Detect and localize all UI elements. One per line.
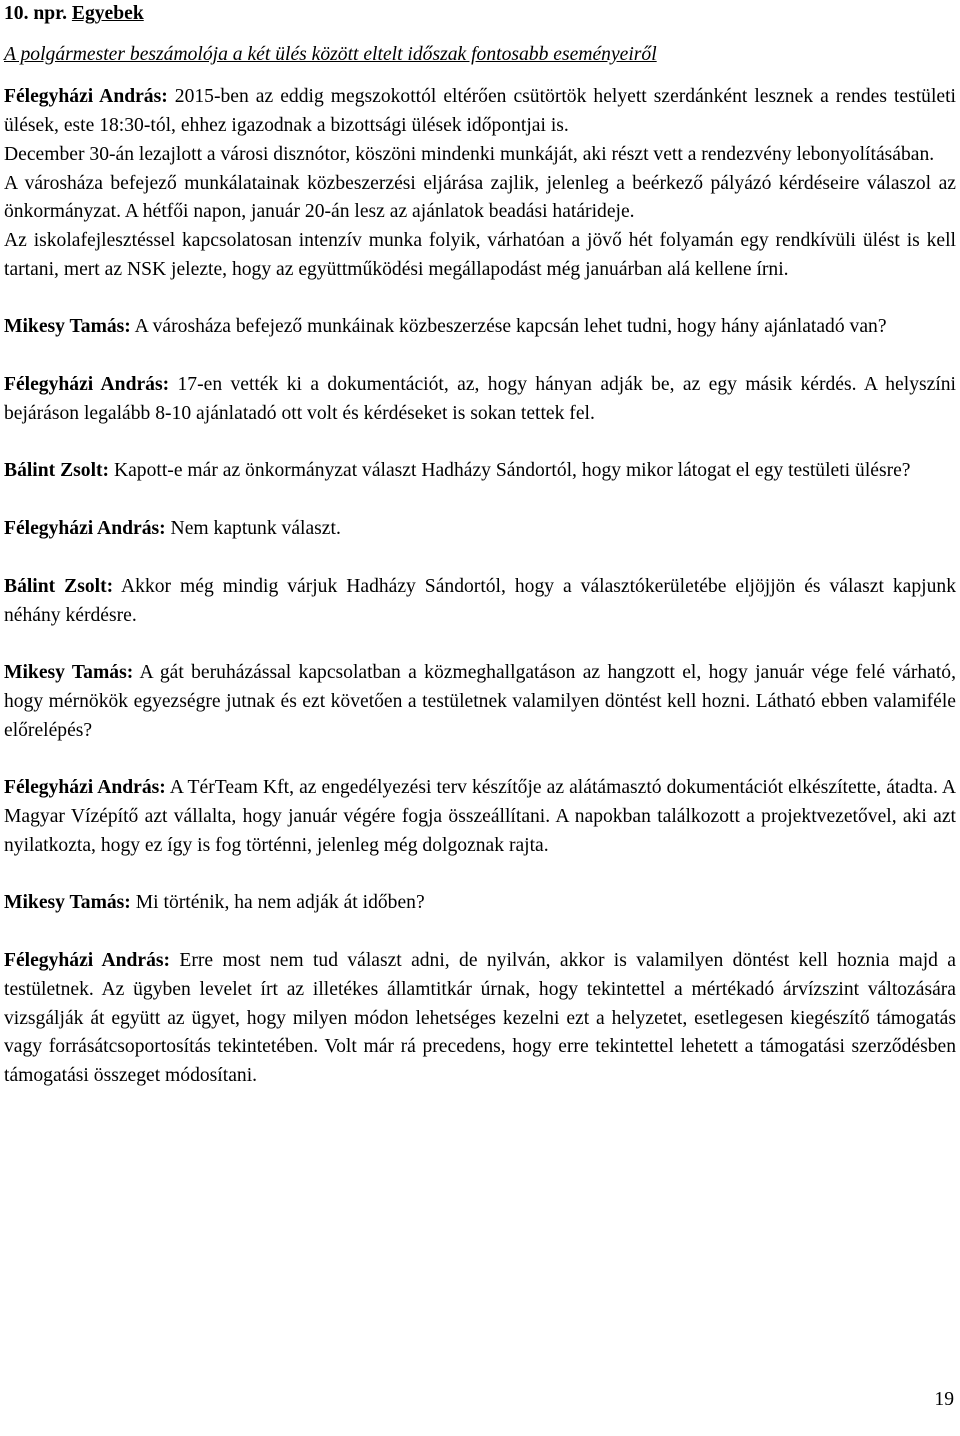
paragraph-text: A városháza befejező munkáinak közbeszerzése kapcsán lehet tudni, hogy hány ajánlatadó van? [130, 316, 887, 338]
speaker-name: Bálint Zsolt: [4, 460, 110, 482]
paragraph [4, 774, 956, 860]
section-subtitle: A polgármester beszámolója a két ülés között eltelt időszak fontosabb eseményeiről [4, 43, 657, 65]
paragraph-text: 2015-ben az eddig megszokottól eltérően csütörtök helyett szerdánként lesznek a rendes testületi ülések, este 18:30-tól, ehhez igazodnak a bizottsági ülések időpontjai is. [4, 86, 957, 137]
paragraph-text: December 30-án lezajlott a városi disznótor, köszöni mindenki munkáját, aki részt vett a rendezvény lebonyolításában. [4, 143, 935, 165]
paragraph [4, 170, 956, 227]
speaker-name: Félegyházi András: [4, 777, 166, 799]
document-page [4, 0, 956, 1091]
speaker-name: Félegyházi András: [4, 86, 168, 108]
speaker-name: Mikesy Tamás: [4, 662, 134, 684]
paragraph-text: Erre most nem tud választ adni, de nyilván, akkor is valamilyen döntést kell hoznia majd a testületnek. Az ügyben levelet írt az illetékes államtitkár úrnak, hogy tekintettel a mértékadó árvízszint változására vizsgálják át együtt az ügyet, hogy milyen módon lehetséges kezelni ezt a helyzetet, esetlegesen kiegészítő támogatás vagy forrásátcsoportosítás tekintetében. Volt már rá precedens, hogy erre tekintettel lehetett a támogatási szerződésben támogatási összeget módosítani. [4, 950, 956, 1086]
paragraph [4, 83, 956, 140]
agenda-heading [4, 0, 956, 29]
paragraph [4, 313, 956, 342]
speaker-name: Félegyházi András: [4, 374, 170, 396]
paragraph [4, 889, 956, 918]
speaker-name: Mikesy Tamás: [4, 892, 131, 914]
paragraph-text: Akkor még mindig várjuk Hadházy Sándortól, hogy a választókerületébe eljöjjön és választ kapjunk néhány kérdésre. [4, 575, 956, 626]
speaker-name: Félegyházi András: [4, 518, 166, 540]
speaker-name: Bálint Zsolt: [4, 575, 114, 597]
paragraph [4, 947, 956, 1091]
paragraph [4, 457, 956, 486]
paragraph [4, 141, 956, 170]
paragraph-text: 17-en vették ki a dokumentációt, az, hogy hányan adják be, az egy másik kérdés. A helyszíni bejáráson legalább 8-10 ajánlatadó ott volt és kérdéseket is sokan tettek fel. [4, 374, 957, 424]
speaker-name: Félegyházi András: [4, 950, 171, 972]
paragraph-text: Az iskolafejlesztéssel kapcsolatosan intenzív munka folyik, várhatóan a jövő hét folyamán egy rendkívüli ülést is kell tartani, mert az NSK jelezte, hogy az együttműködési megállapodást még januárban alá kellene írni. [4, 229, 956, 280]
paragraph [4, 573, 956, 630]
paragraph [4, 371, 956, 428]
paragraph-text: A városháza befejező munkálatainak közbeszerzési eljárása zajlik, jelenleg a beérkező pályázó kérdéseire válaszol az önkormányzat. A hétfői napon, január 20-án lesz az ajánlatok beadási határideje. [4, 172, 956, 223]
paragraph [4, 659, 956, 745]
page-number: 19 [934, 1389, 954, 1410]
speaker-name: Mikesy Tamás: [4, 316, 131, 338]
paragraph-text: Nem kaptunk választ. [165, 518, 341, 540]
paragraph-text: A TérTeam Kft, az engedélyezési terv készítője az alátámasztó dokumentációt elkészítette, átadta. A Magyar Vízépítő azt vállalta, hogy január végére fogja összeállítani. A napokban találkozott a projektvezetővel, aki azt nyilatkozta, hogy ez így is fog történni, jelenleg még dolgoznak rajta. [4, 777, 956, 856]
paragraph-text: Kapott-e már az önkormányzat választ Hadházy Sándortól, hogy mikor látogat el egy testületi ülésre? [109, 460, 911, 482]
paragraph [4, 227, 956, 284]
paragraph [4, 515, 956, 544]
agenda-number: 10. npr. [4, 3, 67, 24]
paragraph-text: A gát beruházással kapcsolatban a közmeghallgatáson az hangzott el, hogy január vége felé várható, hogy mérnökök egyezségre jutnak és ezt követően a testületnek valamilyen döntést kell hozni. Látható ebben valamiféle előrelépés? [4, 662, 956, 741]
agenda-title: Egyebek [71, 3, 144, 24]
paragraph-text: Mi történik, ha nem adják át időben? [130, 892, 425, 914]
